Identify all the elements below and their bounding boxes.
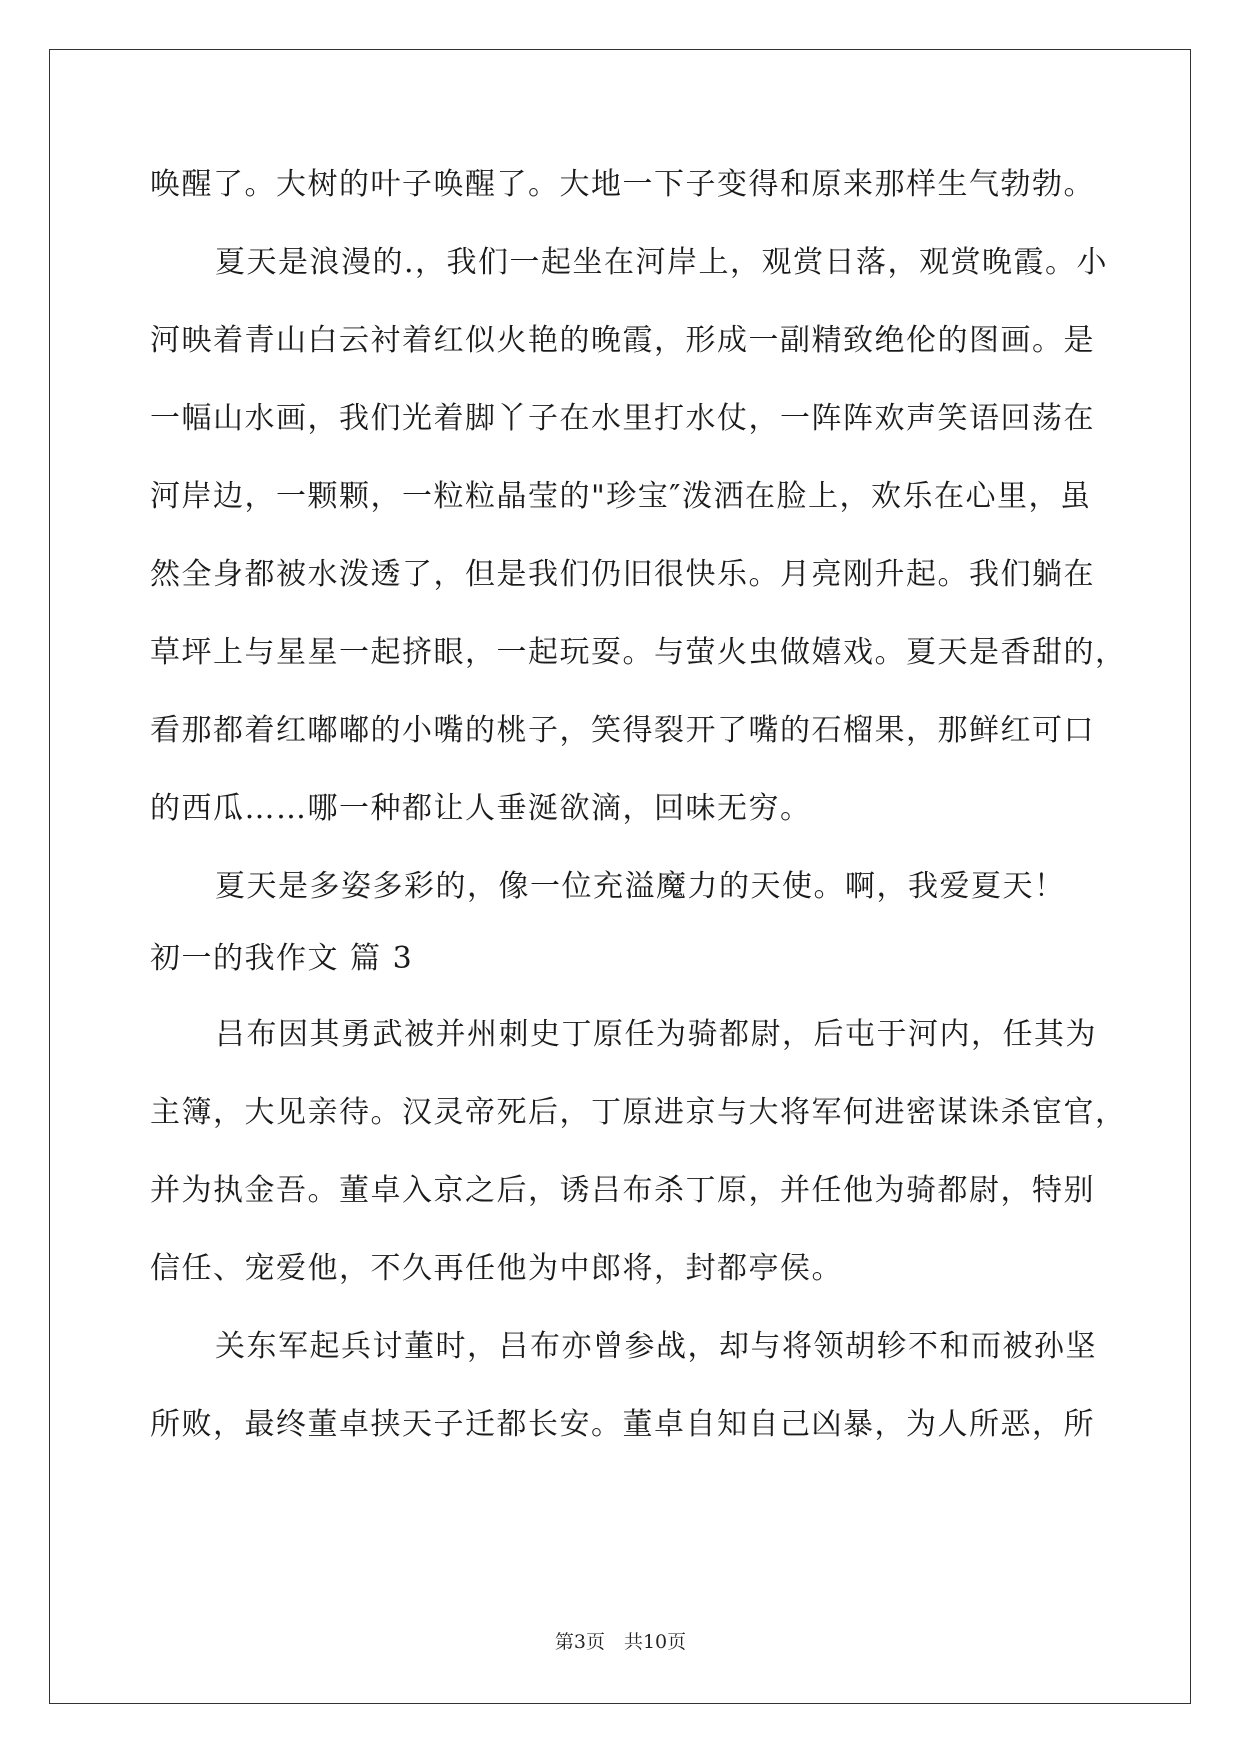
paragraph-line-17: 所败，最终董卓挟天子迁都长安。董卓自知自己凶暴，为人所恶，所 xyxy=(150,1407,1095,1442)
paragraph-line-7: 草坪上与星星一起挤眼，一起玩耍。与萤火虫做嬉戏。夏天是香甜的， xyxy=(150,635,1127,670)
section-heading: 初一的我作文 篇 3 xyxy=(150,941,414,976)
paragraph-line-15: 信任、宠爱他，不久再任他为中郎将，封都亭侯。 xyxy=(150,1251,843,1286)
paragraph-line-2: 夏天是浪漫的.，我们一起坐在河岸上，观赏日落，观赏晚霞。小 xyxy=(215,245,1109,280)
paragraph-line-9: 的西瓜……哪一种都让人垂涎欲滴，回味无穷。 xyxy=(150,791,812,826)
page-number: 第3页 共10页 xyxy=(554,1631,687,1653)
paragraph-line-1: 唤醒了。大树的叶子唤醒了。大地一下子变得和原来那样生气勃勃。 xyxy=(150,167,1095,202)
paragraph-line-12: 吕布因其勇武被并州刺史丁原任为骑都尉，后屯于河内，任其为 xyxy=(215,1017,1097,1052)
paragraph-line-8: 看那都着红嘟嘟的小嘴的桃子，笑得裂开了嘴的石榴果，那鲜红可口 xyxy=(150,713,1095,748)
paragraph-line-14: 并为执金吾。董卓入京之后，诱吕布杀丁原，并任他为骑都尉，特别 xyxy=(150,1173,1095,1208)
paragraph-line-3: 河映着青山白云衬着红似火艳的晚霞，形成一副精致绝伦的图画。是 xyxy=(150,323,1095,358)
paragraph-line-13: 主簿，大见亲待。汉灵帝死后，丁原进京与大将军何进密谋诛杀宦官， xyxy=(150,1095,1127,1130)
paragraph-line-16: 关东军起兵讨董时，吕布亦曾参战，却与将领胡轸不和而被孙坚 xyxy=(215,1329,1097,1364)
paragraph-line-5: 河岸边，一颗颗，一粒粒晶莹的"珍宝″泼洒在脸上，欢乐在心里，虽 xyxy=(150,479,1092,514)
paragraph-line-10: 夏天是多姿多彩的，像一位充溢魔力的天使。啊，我爱夏天！ xyxy=(215,869,1066,904)
paragraph-line-6: 然全身都被水泼透了，但是我们仍旧很快乐。月亮刚升起。我们躺在 xyxy=(150,557,1095,592)
paragraph-line-4: 一幅山水画，我们光着脚丫子在水里打水仗，一阵阵欢声笑语回荡在 xyxy=(150,401,1095,436)
